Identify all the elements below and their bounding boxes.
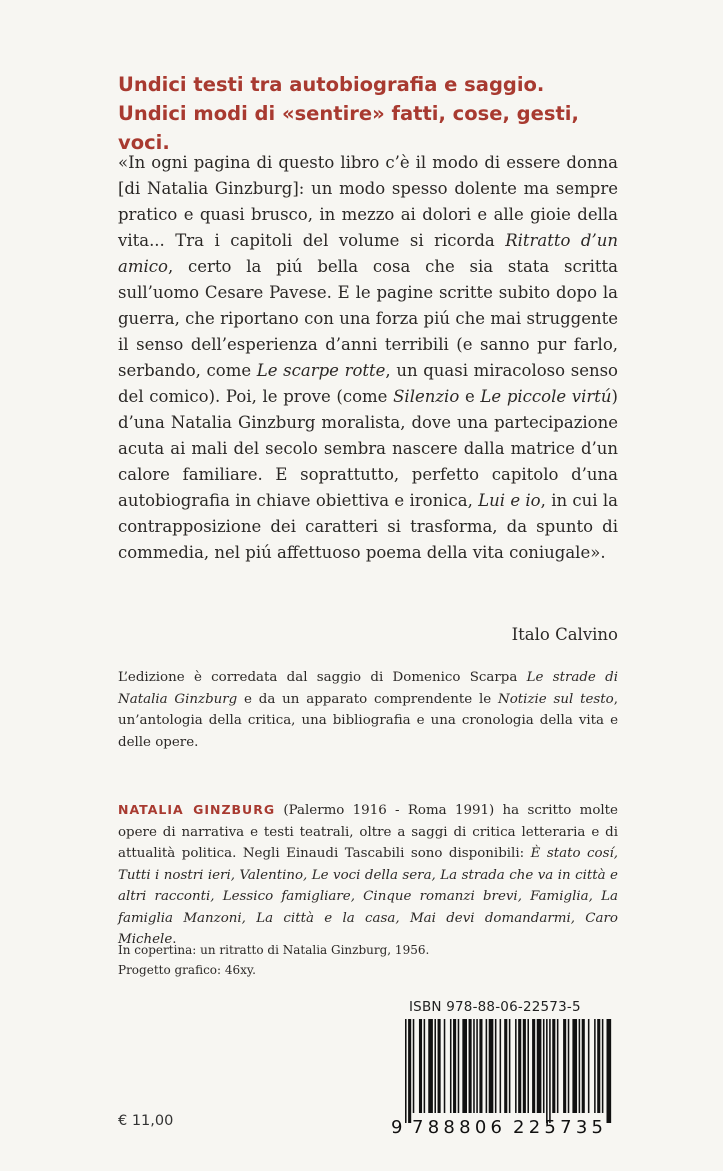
barcode-bar — [546, 1019, 548, 1123]
barcode-bar — [408, 1019, 411, 1123]
barcode-bar — [597, 1019, 600, 1113]
barcode-bar — [450, 1019, 452, 1113]
barcode-bar — [469, 1019, 472, 1113]
text-run: , in cui la contrapposizione dei caratteri si trasforma, da spunto di commedia, nel piú affettuoso poema della vita coniugale». — [118, 491, 618, 562]
text-run: e da un apparato comprendente le — [237, 691, 498, 707]
barcode-bar — [543, 1019, 545, 1113]
barcode-bar — [413, 1019, 415, 1113]
barcode-bar — [588, 1019, 590, 1113]
barcode-bar — [549, 1019, 551, 1123]
author-name: NATALIA GINZBURG — [118, 802, 276, 817]
text-run: , un quasi miracoloso senso del comico). Poi, le prove (come — [118, 361, 618, 406]
quote-author: Italo Calvino — [511, 625, 618, 644]
italic-title: È stato cosí, Tutti i nostri ieri, Valentino, Le voci della sera, La strada che va in città e altri racconti, Lessico famigliare, Cinque romanzi brevi, Famiglia, La famiglia Manzoni, La città e la casa, Mai devi domandarmi, Caro Michele — [118, 846, 618, 947]
price: € 11,00 — [118, 1113, 174, 1129]
text-run: e — [459, 387, 481, 406]
text-run: (Palermo 1916 - Roma 1991) ha scritto molte opere di narrativa e testi teatrali, oltre a saggi di critica letteraria e di attualità politica. Negli Einaudi Tascabili sono disponibili: — [118, 803, 618, 861]
barcode-bars — [405, 1019, 611, 1123]
barcode-bar — [479, 1019, 482, 1113]
barcode-bar — [563, 1019, 566, 1113]
barcode-bar — [518, 1019, 521, 1113]
barcode-bar — [473, 1019, 475, 1113]
barcode-bar — [557, 1019, 559, 1113]
italic-title: Le scarpe rotte — [256, 361, 386, 380]
barcode-bar — [419, 1019, 422, 1113]
text-run: . — [172, 932, 177, 947]
barcode-digit-lead: 9 — [391, 1117, 403, 1137]
barcode-bar — [523, 1019, 526, 1113]
credits — [118, 940, 598, 980]
barcode-bar — [594, 1019, 596, 1113]
italic-title: Le piccole virtú — [480, 387, 612, 406]
barcode-bar — [582, 1019, 585, 1113]
text-run: ) d’una Natalia Ginzburg moralista, dove una partecipazione acuta ai mali del secolo sembra nascere dalla matrice d’un calore familiare. E soprattutto, perfetto capitolo d’una autobiografia in chiave obiettiva e ironica, — [118, 387, 618, 510]
barcode-digits-right: 225735 — [513, 1117, 603, 1137]
text-run: , certo la piú bella cosa che sia stata scritta sull’uomo Cesare Pavese. E le pagine scritte subito dopo la guerra, che riportano con una forza piú che mai struggente il senso dell’esperienza d’anni terribili (e sanno pur farlo, serbando, come — [118, 257, 618, 380]
barcode-digits-left: 788806 — [412, 1117, 502, 1137]
calvino-quote — [118, 150, 618, 566]
author-bio — [118, 799, 618, 951]
cover-credit: In copertina: un ritratto di Natalia Ginzburg, 1956. — [118, 943, 430, 957]
barcode-bar — [552, 1019, 555, 1113]
barcode-bar — [504, 1019, 507, 1113]
barcode-bar — [428, 1019, 433, 1113]
barcode — [391, 1019, 616, 1137]
barcode-bar — [515, 1019, 517, 1113]
barcode-bar — [424, 1019, 426, 1113]
barcode-bar — [537, 1019, 542, 1113]
barcode-bar — [532, 1019, 535, 1113]
isbn-label: ISBN 978-88-06-22573-5 — [409, 999, 581, 1015]
barcode-bar — [438, 1019, 441, 1113]
barcode-bar — [453, 1019, 456, 1113]
barcode-bar — [568, 1019, 570, 1113]
barcode-bar — [579, 1019, 581, 1113]
design-credit: Progetto grafico: 46xy. — [118, 963, 256, 977]
text-run: , un’antologia della critica, una bibliografia e una cronologia della vita e delle opere. — [118, 691, 618, 750]
edition-note — [118, 667, 618, 753]
text-run: L’edizione è corredata dal saggio di Domenico Scarpa — [118, 670, 527, 685]
barcode-bar — [607, 1019, 612, 1123]
barcode-bar — [405, 1019, 407, 1123]
barcode-bar — [444, 1019, 446, 1113]
italic-title: Ritratto d’un amico — [118, 231, 618, 276]
text-run: «In ogni pagina di questo libro c’è il modo di essere donna [di Natalia Ginzburg]: un modo spesso dolente ma sempre pratico e quasi brusco, in mezzo ai dolori e alle gioie della vita... Tra i capitoli del volume si ricorda — [118, 153, 618, 250]
barcode-bar — [458, 1019, 460, 1113]
barcode-bar — [486, 1019, 488, 1113]
barcode-bar — [509, 1019, 511, 1113]
barcode-bar — [495, 1019, 497, 1113]
italic-title: Notizie sul testo — [498, 691, 614, 707]
barcode-bar — [434, 1019, 436, 1113]
barcode-bar — [476, 1019, 478, 1113]
author-bio-text — [118, 803, 618, 947]
barcode-bar — [489, 1019, 494, 1113]
barcode-bar — [462, 1019, 467, 1113]
italic-title: Silenzio — [393, 387, 460, 406]
italic-title: Le strade di Natalia Ginzburg — [118, 670, 618, 707]
barcode-bar — [572, 1019, 577, 1113]
barcode-bar — [527, 1019, 529, 1113]
barcode-bar — [500, 1019, 502, 1113]
barcode-bar — [602, 1019, 604, 1113]
headline: Undici testi tra autobiografia e saggio. Undici modi di «sentire» fatti, cose, gesti, voci. — [118, 73, 579, 154]
italic-title: Lui e io — [478, 491, 541, 510]
